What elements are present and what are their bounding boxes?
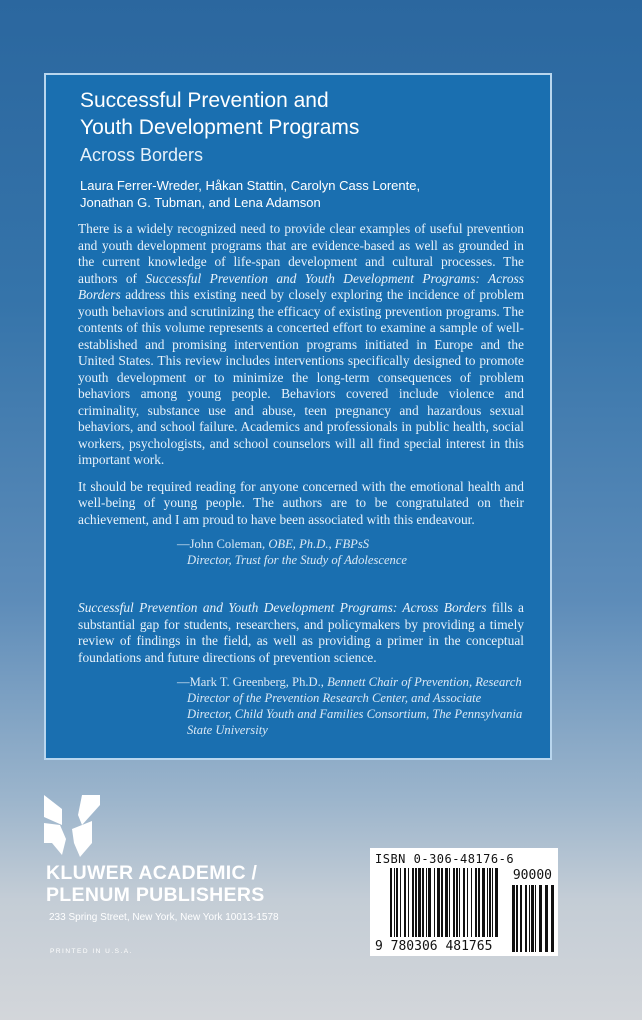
price-code: 90000: [512, 868, 552, 883]
text: address this existing need by closely exploring the incidence of problem youth behaviors and scrutinizing the efficacy of existing prevention programs. The contents of this volume represents a concerted effort to examine a sample of well-established and promising intervention programs initiated in Europe and the United States. This review includes interventions specifically designed to promote youth development or to minimize the long-term consequences of problem behaviors among young people. Behaviors covered include violence and criminality, substance use and abuse, teen pregnancy and hazardous sexual behaviors, and school failure. Academics and professionals in public health, social workers, psychologists, and school counselors will all find special interest in this important work.: [78, 287, 524, 467]
barcode-bar: [422, 868, 424, 937]
barcode-bar: [408, 868, 409, 937]
barcode-bar: [545, 885, 548, 952]
barcode-bar: [441, 868, 443, 937]
authors-line: Jonathan G. Tubman, and Lena Adamson: [80, 195, 321, 210]
barcode-bar: [539, 885, 542, 952]
endorser-credentials: OBE, Ph.D., FBPsS: [268, 537, 370, 551]
barcode-bar: [551, 885, 554, 952]
barcode-bar: [449, 868, 450, 937]
barcode-bar: [529, 885, 530, 952]
endorsement-attribution: [177, 536, 524, 568]
barcode-bar: [516, 885, 518, 952]
barcode-bar: [434, 868, 435, 937]
book-subtitle: Across Borders: [80, 145, 204, 165]
barcode-bar: [428, 868, 431, 937]
barcode-bar: [412, 868, 414, 937]
publisher-logo-icon: [44, 795, 100, 862]
barcode-bar: [487, 868, 488, 937]
publisher-name: [46, 862, 265, 906]
barcode-bar: [426, 868, 427, 937]
printed-in: PRINTED IN U.S.A.: [50, 948, 133, 955]
barcode-bar: [415, 868, 417, 937]
barcode-bar: [467, 868, 468, 937]
barcode-bar: [482, 868, 485, 937]
title-line: Youth Development Programs: [80, 116, 360, 139]
authors-line: Laura Ferrer-Wreder, Håkan Stattin, Carolyn Cass Lorente,: [80, 178, 421, 193]
barcode-bar: [495, 868, 498, 937]
barcode-bar: [492, 868, 493, 937]
text: fills a substantial gap for students, researchers, and policymakers by providing a timely review of findings in the field, as well as providing a primer in the conceptual foundations and future directions of prevention science.: [78, 600, 524, 665]
barcode-bar: [520, 885, 522, 952]
endorsement-paragraph: It should be required reading for anyone concerned with the emotional health and well-being of young people. The authors are to be congratulated on their achievement, and I am proud to have been associated with this endeavour.: [78, 478, 524, 527]
title-line: Successful Prevention and: [80, 89, 329, 112]
book-title-italic: Successful Prevention and Youth Development Programs: Across Borders: [78, 600, 487, 615]
endorser-name: —John Coleman,: [177, 537, 269, 551]
book-title: [80, 87, 524, 141]
authors: [80, 177, 524, 211]
barcode-bar: [535, 885, 536, 952]
barcode-bar: [531, 885, 534, 952]
endorsement-attribution-2: [177, 674, 524, 738]
isbn-barcode: [370, 848, 558, 956]
barcode-bar: [445, 868, 448, 937]
book-title-italic: Successful Prevention and Youth Development Programs: Across Borders: [78, 270, 525, 302]
publisher-line: KLUWER ACADEMIC /: [46, 862, 258, 884]
barcode-bar: [453, 868, 455, 937]
barcode-bar: [456, 868, 458, 937]
barcode-bar: [475, 868, 477, 937]
text: There is a widely recognized need to provide clear examples of useful prevention and youth development programs that are evidence-based as well as grounded in the current knowledge of life-span development and cultural processes. The authors of: [78, 221, 524, 286]
barcode-bar: [463, 868, 465, 937]
endorser-role: Director, Trust for the Study of Adolescence: [187, 553, 408, 567]
barcode-bar: [390, 868, 392, 937]
barcode-bar: [400, 868, 401, 937]
barcode-bar: [471, 868, 472, 937]
barcode-bar: [489, 868, 491, 937]
barcode-bar: [418, 868, 421, 937]
endorser-name: —Mark T. Greenberg, Ph.D.,: [177, 675, 328, 689]
barcode-bar: [478, 868, 480, 937]
barcode-bar: [437, 868, 440, 937]
barcode-bar: [404, 868, 406, 937]
spacer: [78, 568, 524, 590]
barcode-bar: [394, 868, 395, 937]
back-cover-panel: [44, 73, 552, 760]
description-paragraph: [78, 221, 524, 469]
isbn-text: ISBN 0-306-48176-6: [375, 852, 515, 866]
barcode-bar: [459, 868, 460, 937]
barcode-bar: [396, 868, 398, 937]
publisher-address: 233 Spring Street, New York, New York 10013-1578: [49, 912, 279, 923]
ean-number: 9 780306 481765: [375, 939, 493, 954]
publisher-line: PLENUM PUBLISHERS: [46, 884, 265, 906]
endorsement-paragraph-2: [78, 600, 524, 666]
barcode-bar: [512, 885, 515, 952]
barcode-bar: [525, 885, 527, 952]
endorser-role: Bennett Chair of Prevention, Research Director of the Prevention Research Center, and Associate Director, Child Youth and Families Consortium, The Pennsylvania State University: [187, 675, 523, 737]
